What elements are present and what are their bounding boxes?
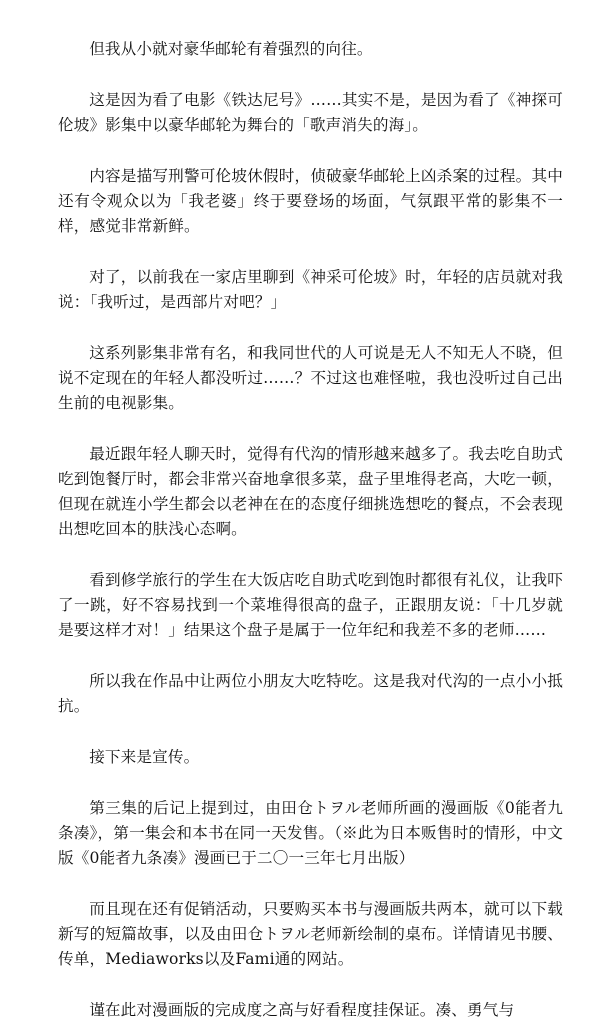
paragraph: 所以我在作品中让两位小朋友大吃特吃。这是我对代沟的一点小小抵抗。 [58,672,563,715]
paragraph: 谨在此对漫画版的完成度之高与好看程度挂保证。凑、勇气与 [89,1001,515,1019]
paragraph: 内容是描写刑警可伦坡休假时，侦破豪华邮轮上凶杀案的过程。其中还有令观众以为「我老婆」终于要登场的场面，气氛跟平常的影集不一样，感觉非常新鲜。 [58,167,563,235]
paragraph: 最近跟年轻人聊天时，觉得有代沟的情形越来越多了。我去吃自助式吃到饱餐厅时，都会非常兴奋地拿很多菜，盘子里堆得老高，大吃一顿，但现在就连小学生都会以老神在在的态度仔细挑选想吃的餐点，不会表现出想吃回本的肤浅心态啊。 [58,445,563,538]
paragraph: 这是因为看了电影《铁达尼号》……其实不是，是因为看了《神探可伦坡》影集中以豪华邮轮为舞台的「歌声消失的海」。 [58,91,563,134]
paragraph: 但我从小就对豪华邮轮有着强烈的向往。 [89,40,373,58]
paragraph: 接下来是宣传。 [89,748,200,766]
paragraph: 对了，以前我在一家店里聊到《神采可伦坡》时，年轻的店员就对我说：「我听过，是西部片对吧？」 [58,268,563,311]
paragraph: 而且现在还有促销活动，只要购买本书与漫画版共两本，就可以下载新写的短篇故事，以及由田仓トヲル老师新绘制的桌布。详情请见书腰、传单，Mediaworks以及Fami通的网站。 [58,900,563,968]
paragraph: 第三集的后记上提到过，由田仓トヲル老师所画的漫画版《0能者九条凑》，第一集会和本书在同一天发售。（※此为日本贩售时的情形，中文版《0能者九条凑》漫画已于二〇一三年七月出版） [58,799,563,867]
paragraph: 这系列影集非常有名，和我同世代的人可说是无人不知无人不晓，但说不定现在的年轻人都没听过……？不过这也难怪啦，我也没听过自己出生前的电视影集。 [58,344,563,412]
paragraph: 看到修学旅行的学生在大饭店吃自助式吃到饱时都很有礼仪，让我吓了一跳，好不容易找到一个菜堆得很高的盘子，正跟朋友说：「十几岁就是要这样才对！」结果这个盘子是属于一位年纪和我差不多的老师…… [58,571,563,639]
